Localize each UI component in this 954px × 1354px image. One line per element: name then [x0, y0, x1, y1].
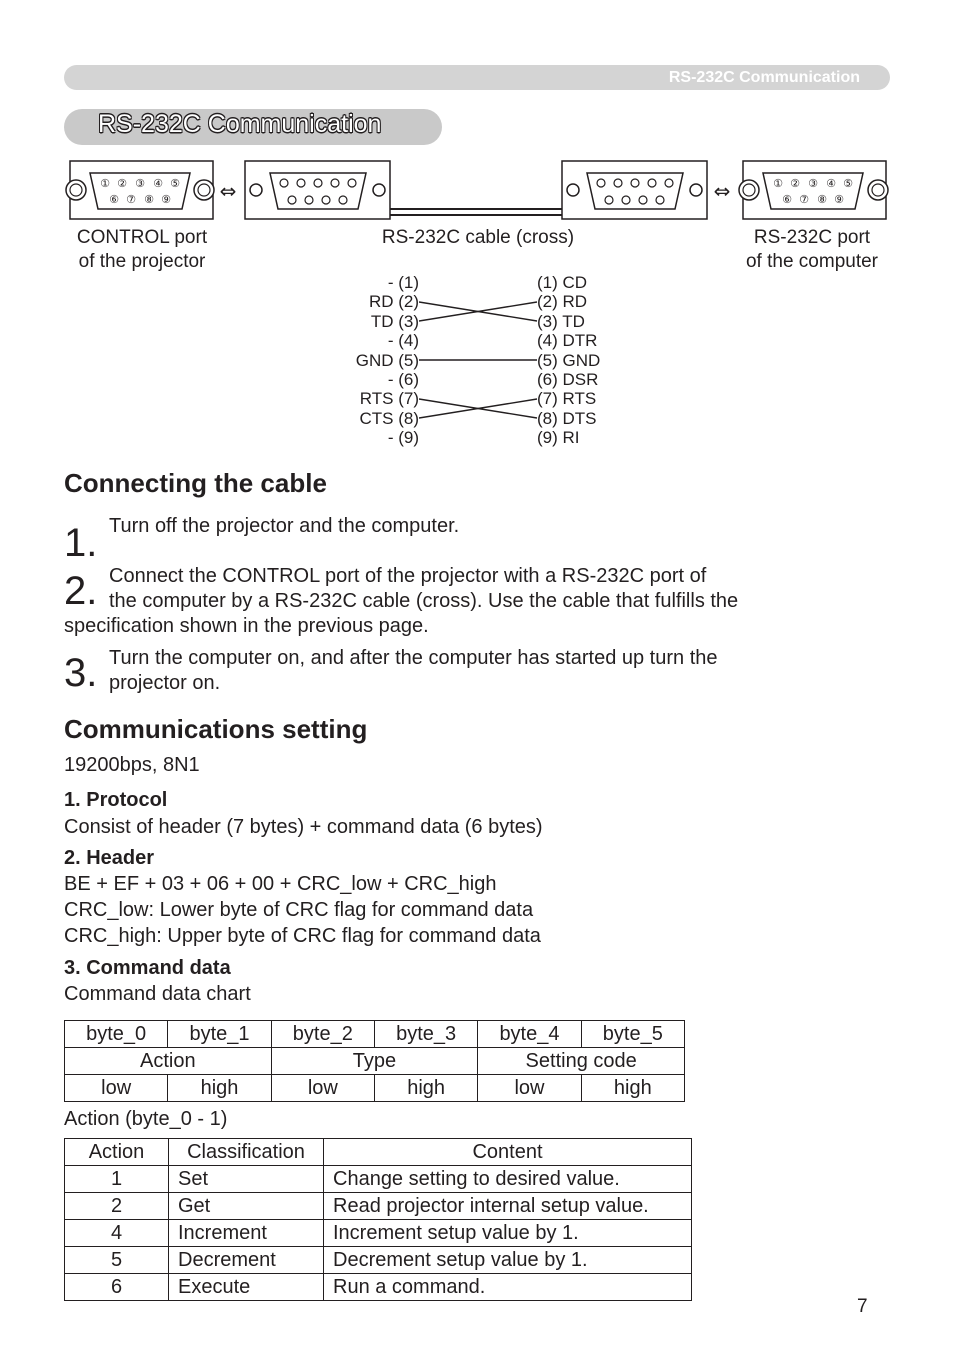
table-row: [65, 1075, 685, 1102]
table-cell: byte_3: [374, 1021, 477, 1048]
table-cell: low: [478, 1075, 581, 1102]
pin-label: ①: [100, 177, 110, 190]
caption-line: CONTROL port: [76, 227, 208, 248]
action-table: [64, 1138, 692, 1301]
header-line: BE + EF + 03 + 06 + 00 + CRC_low + CRC_high: [64, 873, 497, 895]
caption-line: RS-232C port: [753, 227, 871, 248]
projector-control-port: [66, 161, 214, 219]
pin-label: ⑤: [843, 177, 853, 190]
pin-label: ②: [790, 177, 800, 190]
pin-label: (1) CD: [537, 273, 588, 292]
pin-label: CTS (8): [359, 408, 419, 428]
table-cell: Execute: [169, 1274, 324, 1301]
pin-label: ⑦: [799, 193, 809, 206]
pin-label: GND (5): [355, 350, 419, 370]
pin-label: ④: [153, 177, 163, 190]
table-cell: Decrement: [169, 1247, 324, 1274]
step-number: 1.: [64, 521, 98, 565]
table-cell: Run a command.: [324, 1274, 692, 1301]
command-chart-label: Command data chart: [64, 983, 251, 1005]
wiring-lines: [419, 273, 539, 453]
table-cell: 1: [65, 1166, 169, 1193]
step-2-line: specification shown in the previous page.: [64, 615, 429, 637]
cable-line: [390, 209, 562, 215]
protocol-text: Consist of header (7 bytes) + command data (6 bytes): [64, 816, 543, 838]
table-cell: Action: [65, 1048, 272, 1075]
table-cell: Set: [169, 1166, 324, 1193]
table-row: [65, 1139, 692, 1166]
table-cell: Setting code: [478, 1048, 685, 1075]
pin-list-projector: [300, 273, 419, 448]
cable-connector-left: [245, 161, 390, 219]
pin-label: ①: [773, 177, 783, 190]
caption-line: of the computer: [745, 251, 879, 272]
pin-label: ⑥: [109, 193, 119, 206]
step-number: 2.: [64, 569, 98, 613]
table-cell: byte_2: [271, 1021, 374, 1048]
table-cell: low: [271, 1075, 374, 1102]
table-cell: 5: [65, 1247, 169, 1274]
section-title: RS-232C Communication: [98, 110, 382, 138]
action-table-label: Action (byte_0 - 1): [64, 1108, 228, 1130]
step-2-line: the computer by a RS-232C cable (cross). Use the cable that fulfills the: [109, 590, 739, 612]
table-cell: high: [168, 1075, 271, 1102]
step-1-text: Turn off the projector and the computer.: [109, 515, 460, 537]
header-line: CRC_high: Upper byte of CRC flag for command data: [64, 925, 541, 947]
page-number: 7: [857, 1296, 868, 1317]
command-byte-table: [64, 1020, 685, 1102]
caption-cable: RS-232C cable (cross): [381, 227, 575, 248]
table-row: [65, 1220, 692, 1247]
running-header-bar: [64, 65, 890, 90]
caption-computer-port: [716, 226, 908, 274]
table-row: [65, 1021, 685, 1048]
table-cell: Read projector internal setup value.: [324, 1193, 692, 1220]
step-number: 3.: [64, 651, 98, 695]
pin-label: TD (3): [370, 311, 419, 331]
pin-label: (2) RD: [537, 292, 588, 312]
pin-label: ⑨: [834, 193, 844, 206]
pin-label: ⑨: [161, 193, 171, 206]
pin-label: (9) RI: [537, 428, 580, 448]
pin-label: - (6): [387, 370, 419, 390]
heading-connecting: Connecting the cable: [64, 468, 327, 498]
step-3-line: projector on.: [109, 672, 221, 694]
table-cell: low: [65, 1075, 168, 1102]
table-cell: high: [581, 1075, 684, 1102]
table-row: [65, 1048, 685, 1075]
pin-label: ⑧: [817, 193, 827, 206]
table-cell: 2: [65, 1193, 169, 1220]
pin-label: ⑦: [126, 193, 136, 206]
table-cell: byte_4: [478, 1021, 581, 1048]
step-3-line: Turn the computer on, and after the computer has started up turn the: [109, 647, 718, 669]
running-header-text: RS-232C Communication: [668, 69, 860, 86]
command-title: 3. Command data: [64, 957, 231, 979]
step-2-line: Connect the CONTROL port of the projector with a RS-232C port of: [109, 565, 707, 587]
pin-label: (4) DTR: [537, 331, 598, 351]
pin-label: ⑤: [170, 177, 180, 190]
heading-communications: Communications setting: [64, 714, 368, 744]
pin-label: - (1): [387, 273, 419, 292]
pin-label: RD (2): [368, 292, 419, 312]
pin-label: ②: [117, 177, 127, 190]
section-title-pill: [64, 109, 442, 145]
pin-label: ⑥: [782, 193, 792, 206]
connector-diagram: [60, 155, 895, 230]
computer-rs232c-port: [739, 161, 888, 219]
pin-label: (8) DTS: [537, 408, 597, 428]
pin-label: - (9): [387, 428, 419, 448]
pin-label: (3) TD: [537, 311, 585, 331]
caption-line: of the projector: [78, 251, 206, 272]
pin-label: ⑧: [144, 193, 154, 206]
pin-label: ④: [826, 177, 836, 190]
table-cell: 6: [65, 1274, 169, 1301]
pin-label: RTS (7): [359, 389, 419, 409]
connection-arrow: ⇔: [219, 179, 237, 203]
table-cell: high: [374, 1075, 477, 1102]
table-cell: Increment: [169, 1220, 324, 1247]
protocol-title: 1. Protocol: [64, 789, 168, 811]
pin-label: ③: [808, 177, 818, 190]
table-row: [65, 1193, 692, 1220]
table-row: [65, 1166, 692, 1193]
table-cell: byte_5: [581, 1021, 684, 1048]
table-cell: Decrement setup value by 1.: [324, 1247, 692, 1274]
baud-setting: 19200bps, 8N1: [64, 754, 200, 776]
table-header-cell: Classification: [169, 1139, 324, 1166]
pin-list-computer: [537, 273, 657, 448]
table-row: [65, 1247, 692, 1274]
table-cell: byte_1: [168, 1021, 271, 1048]
table-cell: Increment setup value by 1.: [324, 1220, 692, 1247]
pin-label: (6) DSR: [537, 370, 599, 390]
table-cell: Type: [271, 1048, 478, 1075]
table-cell: byte_0: [65, 1021, 168, 1048]
pin-label: (5) GND: [537, 350, 601, 370]
connection-arrow: ⇔: [713, 179, 731, 203]
table-row: [65, 1274, 692, 1301]
caption-projector-port: [46, 226, 238, 274]
header-line: CRC_low: Lower byte of CRC flag for command data: [64, 899, 534, 921]
header-title: 2. Header: [64, 847, 155, 869]
table-header-cell: Content: [324, 1139, 692, 1166]
pin-label: (7) RTS: [537, 389, 597, 409]
table-cell: Change setting to desired value.: [324, 1166, 692, 1193]
table-header-cell: Action: [65, 1139, 169, 1166]
pin-label: - (4): [387, 331, 419, 351]
table-cell: Get: [169, 1193, 324, 1220]
cable-connector-right: [562, 161, 707, 219]
pin-label: ③: [135, 177, 145, 190]
table-cell: 4: [65, 1220, 169, 1247]
